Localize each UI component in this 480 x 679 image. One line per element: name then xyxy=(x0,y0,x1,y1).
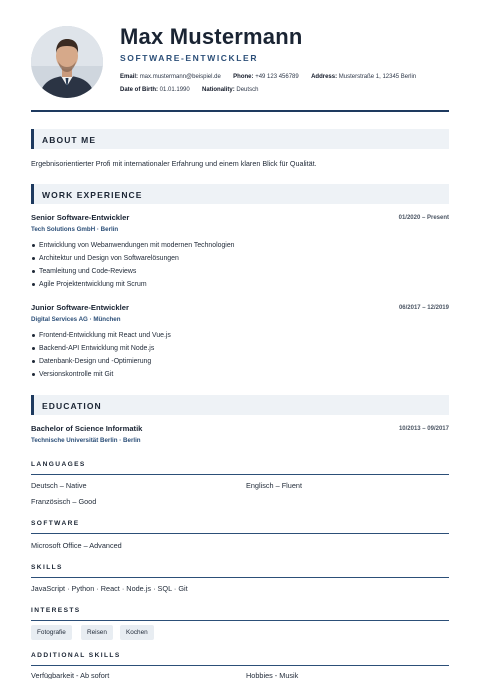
list-item: Backend-API Entwicklung mit Node.js xyxy=(31,342,171,355)
education-heading: EDUCATION xyxy=(42,401,102,411)
job-2-title: Junior Software-Entwickler xyxy=(31,303,129,312)
job-1-dates: 01/2020 – Present xyxy=(398,215,449,221)
job-2-bullets xyxy=(31,329,171,381)
software-item: Microsoft Office – Advanced xyxy=(31,541,122,550)
additional-skills-heading: ADDITIONAL SKILLS xyxy=(31,652,121,659)
dob-label: Date of Birth: xyxy=(120,87,158,93)
languages-heading: LANGUAGES xyxy=(31,461,86,468)
about-text: Ergebnisorientierter Profi mit internationaler Erfahrung und einem klaren Blick für Qualität. xyxy=(31,159,317,168)
about-section-header xyxy=(31,129,449,149)
list-item: Entwicklung von Webanwendungen mit modernen Technologien xyxy=(31,239,235,252)
email-value[interactable]: max.mustermann@beispiel.de xyxy=(139,74,221,80)
interests-section-header xyxy=(31,607,449,621)
phone-label: Phone: xyxy=(233,74,254,80)
skills-heading: SKILLS xyxy=(31,564,63,571)
contact-row-2 xyxy=(120,87,258,93)
languages-section-header xyxy=(31,461,449,475)
list-item: Agile Projektentwicklung mit Scrum xyxy=(31,278,235,291)
software-section-header xyxy=(31,520,449,534)
job-1-company: Tech Solutions GmbH · Berlin xyxy=(31,226,119,233)
address-label: Address: xyxy=(311,74,338,80)
about-heading: ABOUT ME xyxy=(42,135,97,145)
nationality-label: Nationality: xyxy=(202,87,235,93)
resume-header xyxy=(31,0,449,112)
experience-section-header xyxy=(31,184,449,204)
additional-skill-item: Hobbies - Musik xyxy=(246,671,299,679)
experience-heading: WORK EXPERIENCE xyxy=(42,190,143,200)
interests-tags xyxy=(31,625,449,640)
job-2-company: Digital Services AG · München xyxy=(31,316,121,323)
list-item: Datenbank-Design und -Optimierung xyxy=(31,355,171,368)
language-item: Französisch – Good xyxy=(31,497,97,506)
software-heading: SOFTWARE xyxy=(31,520,80,527)
dob-value: 01.01.1990 xyxy=(159,87,190,93)
job-2-dates: 06/2017 – 12/2019 xyxy=(398,305,449,311)
address-value: Musterstraße 1, 12345 Berlin xyxy=(338,74,417,80)
phone-value[interactable]: +49 123 456789 xyxy=(255,74,299,80)
resume-page xyxy=(31,0,449,679)
education-dates: 10/2013 – 09/2017 xyxy=(398,426,449,432)
education-section-header xyxy=(31,395,449,415)
skills-section-header xyxy=(31,564,449,578)
email-label: Email: xyxy=(120,74,139,80)
contact-row-1 xyxy=(120,74,416,80)
additional-skills-section-header xyxy=(31,652,449,666)
list-item: Versionskontrolle mit Git xyxy=(31,368,171,381)
candidate-name: Max Mustermann xyxy=(120,24,303,49)
education-degree: Bachelor of Science Informatik xyxy=(31,424,143,433)
job-1-title: Senior Software-Entwickler xyxy=(31,213,130,222)
skills-list: JavaScript · Python · React · Node.js · SQL · Git xyxy=(31,584,188,593)
list-item: Frontend-Entwicklung mit React und Vue.js xyxy=(31,329,171,342)
language-item: Deutsch – Native xyxy=(31,481,87,490)
interest-tag: Reisen xyxy=(81,625,113,640)
interest-tag: Fotografie xyxy=(31,625,72,640)
additional-skill-item: Verfügbarkeit - Ab sofort xyxy=(31,671,110,679)
language-item: Englisch – Fluent xyxy=(246,481,302,490)
job-title-headline: SOFTWARE-ENTWICKLER xyxy=(120,53,259,63)
list-item: Teamleitung und Code-Reviews xyxy=(31,265,235,278)
list-item: Architektur und Design von Softwarelösungen xyxy=(31,252,235,265)
interests-heading: INTERESTS xyxy=(31,607,81,614)
interest-tag: Kochen xyxy=(120,625,154,640)
education-school: Technische Universität Berlin · Berlin xyxy=(31,437,141,444)
profile-photo xyxy=(31,26,103,98)
nationality-value: Deutsch xyxy=(236,87,259,93)
job-1-bullets xyxy=(31,239,235,291)
avatar xyxy=(31,26,103,98)
